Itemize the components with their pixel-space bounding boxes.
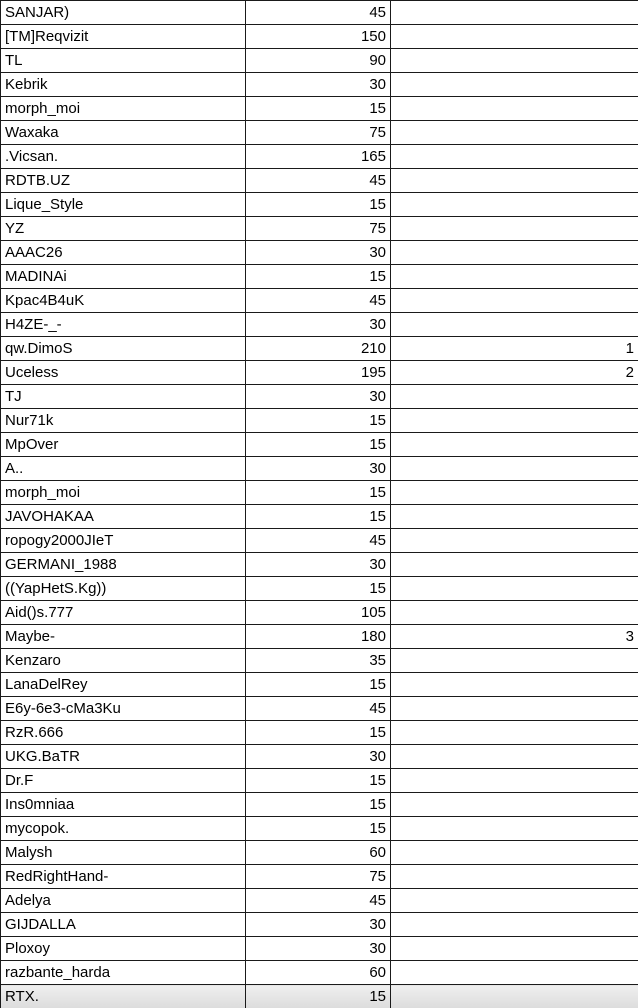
table-row (1, 721, 638, 745)
table-row (1, 265, 638, 289)
value-cell[interactable]: 15 (246, 985, 391, 1008)
table-row (1, 577, 638, 601)
value-cell[interactable]: 30 (246, 457, 391, 481)
extra-cell[interactable] (391, 73, 638, 97)
value-cell[interactable]: 45 (246, 169, 391, 193)
name-cell[interactable]: Waxaka (1, 121, 246, 145)
value-cell[interactable]: 15 (246, 793, 391, 817)
table-row (1, 937, 638, 961)
name-cell[interactable]: TL (1, 49, 246, 73)
value-cell[interactable]: 30 (246, 745, 391, 769)
name-cell[interactable]: Malysh (1, 841, 246, 865)
extra-cell[interactable]: 3 (391, 625, 638, 649)
table-row (1, 553, 638, 577)
table-row (1, 529, 638, 553)
table-row (1, 121, 638, 145)
value-cell[interactable]: 105 (246, 601, 391, 625)
name-cell[interactable]: Kebrik (1, 73, 246, 97)
table-row (1, 985, 638, 1008)
table-row (1, 505, 638, 529)
name-cell[interactable]: Kpac4B4uK (1, 289, 246, 313)
value-cell[interactable]: 30 (246, 313, 391, 337)
table-row (1, 457, 638, 481)
value-cell[interactable]: 15 (246, 409, 391, 433)
name-cell[interactable]: TJ (1, 385, 246, 409)
name-cell[interactable]: JAVOHAKAA (1, 505, 246, 529)
name-cell[interactable]: Ins0mniaa (1, 793, 246, 817)
extra-cell[interactable] (391, 169, 638, 193)
table-row (1, 169, 638, 193)
name-cell[interactable]: morph_moi (1, 481, 246, 505)
table-row (1, 817, 638, 841)
extra-cell[interactable] (391, 97, 638, 121)
extra-cell[interactable] (391, 457, 638, 481)
name-cell[interactable]: morph_moi (1, 97, 246, 121)
name-cell[interactable]: .Vicsan. (1, 145, 246, 169)
table-row (1, 73, 638, 97)
name-cell[interactable]: GIJDALLA (1, 913, 246, 937)
extra-cell[interactable] (391, 289, 638, 313)
table-row (1, 769, 638, 793)
extra-cell[interactable] (391, 841, 638, 865)
table-row (1, 361, 638, 385)
value-cell[interactable]: 15 (246, 97, 391, 121)
extra-cell[interactable] (391, 601, 638, 625)
extra-cell[interactable] (391, 49, 638, 73)
name-cell[interactable]: MpOver (1, 433, 246, 457)
value-cell[interactable]: 30 (246, 913, 391, 937)
extra-cell[interactable] (391, 985, 638, 1008)
name-cell[interactable]: mycopok. (1, 817, 246, 841)
table-row (1, 25, 638, 49)
value-cell[interactable]: 45 (246, 1, 391, 25)
value-cell[interactable]: 15 (246, 673, 391, 697)
value-cell[interactable]: 45 (246, 889, 391, 913)
value-cell[interactable]: 75 (246, 217, 391, 241)
name-cell[interactable]: Lique_Style (1, 193, 246, 217)
extra-cell[interactable]: 1 (391, 337, 638, 361)
table-row (1, 97, 638, 121)
name-cell[interactable]: E6y-6e3-cMa3Ku (1, 697, 246, 721)
name-cell[interactable]: Ploxoy (1, 937, 246, 961)
table-row (1, 49, 638, 73)
extra-cell[interactable] (391, 217, 638, 241)
name-cell[interactable]: UKG.BaTR (1, 745, 246, 769)
value-cell[interactable]: 15 (246, 481, 391, 505)
value-cell[interactable]: 45 (246, 697, 391, 721)
name-cell[interactable]: RedRightHand- (1, 865, 246, 889)
name-cell[interactable]: ((YapHetS.Kg)) (1, 577, 246, 601)
extra-cell[interactable] (391, 553, 638, 577)
value-cell[interactable]: 30 (246, 73, 391, 97)
value-cell[interactable]: 45 (246, 289, 391, 313)
extra-cell[interactable] (391, 577, 638, 601)
extra-cell[interactable] (391, 409, 638, 433)
extra-cell[interactable] (391, 769, 638, 793)
extra-cell[interactable] (391, 481, 638, 505)
table-row (1, 745, 638, 769)
name-cell[interactable]: RzR.666 (1, 721, 246, 745)
extra-cell[interactable] (391, 145, 638, 169)
name-cell[interactable]: Maybe- (1, 625, 246, 649)
table-row (1, 433, 638, 457)
name-cell[interactable]: RDTB.UZ (1, 169, 246, 193)
table-row (1, 337, 638, 361)
table-row (1, 793, 638, 817)
name-cell[interactable]: Kenzaro (1, 649, 246, 673)
table-row (1, 289, 638, 313)
extra-cell[interactable] (391, 793, 638, 817)
value-cell[interactable]: 60 (246, 961, 391, 985)
value-cell[interactable]: 150 (246, 25, 391, 49)
extra-cell[interactable] (391, 1, 638, 25)
score-table-body (1, 1, 638, 1008)
table-row (1, 865, 638, 889)
table-row (1, 145, 638, 169)
value-cell[interactable]: 75 (246, 865, 391, 889)
table-row (1, 1, 638, 25)
table-row (1, 913, 638, 937)
name-cell[interactable]: Nur71k (1, 409, 246, 433)
name-cell[interactable]: Adelya (1, 889, 246, 913)
extra-cell[interactable] (391, 913, 638, 937)
table-row (1, 193, 638, 217)
value-cell[interactable]: 180 (246, 625, 391, 649)
value-cell[interactable]: 210 (246, 337, 391, 361)
table-row (1, 673, 638, 697)
table-row (1, 217, 638, 241)
extra-cell[interactable] (391, 265, 638, 289)
extra-cell[interactable] (391, 937, 638, 961)
extra-cell[interactable] (391, 433, 638, 457)
name-cell[interactable]: Dr.F (1, 769, 246, 793)
value-cell[interactable]: 15 (246, 193, 391, 217)
name-cell[interactable]: [TM]Reqvizit (1, 25, 246, 49)
table-row (1, 313, 638, 337)
value-cell[interactable]: 15 (246, 577, 391, 601)
extra-cell[interactable] (391, 673, 638, 697)
extra-cell[interactable] (391, 697, 638, 721)
value-cell[interactable]: 30 (246, 385, 391, 409)
value-cell[interactable]: 15 (246, 721, 391, 745)
name-cell[interactable]: qw.DimoS (1, 337, 246, 361)
value-cell[interactable]: 45 (246, 529, 391, 553)
table-row (1, 697, 638, 721)
value-cell[interactable]: 15 (246, 817, 391, 841)
table-row (1, 625, 638, 649)
value-cell[interactable]: 30 (246, 553, 391, 577)
name-cell[interactable]: LanaDelRey (1, 673, 246, 697)
value-cell[interactable]: 15 (246, 769, 391, 793)
extra-cell[interactable] (391, 529, 638, 553)
extra-cell[interactable] (391, 313, 638, 337)
name-cell[interactable]: SANJAR) (1, 1, 246, 25)
value-cell[interactable]: 75 (246, 121, 391, 145)
name-cell[interactable]: MADINAi (1, 265, 246, 289)
name-cell[interactable]: H4ZE-_- (1, 313, 246, 337)
name-cell[interactable]: YZ (1, 217, 246, 241)
extra-cell[interactable] (391, 241, 638, 265)
value-cell[interactable]: 15 (246, 505, 391, 529)
name-cell[interactable]: Aid()s.777 (1, 601, 246, 625)
table-row (1, 385, 638, 409)
extra-cell[interactable] (391, 721, 638, 745)
name-cell[interactable]: A.. (1, 457, 246, 481)
extra-cell[interactable] (391, 193, 638, 217)
extra-cell[interactable] (391, 649, 638, 673)
table-row (1, 601, 638, 625)
extra-cell[interactable] (391, 961, 638, 985)
value-cell[interactable]: 15 (246, 433, 391, 457)
extra-cell[interactable] (391, 121, 638, 145)
table-row (1, 961, 638, 985)
extra-cell[interactable] (391, 865, 638, 889)
value-cell[interactable]: 30 (246, 241, 391, 265)
extra-cell[interactable] (391, 817, 638, 841)
value-cell[interactable]: 195 (246, 361, 391, 385)
value-cell[interactable]: 30 (246, 937, 391, 961)
name-cell[interactable]: razbante_harda (1, 961, 246, 985)
table-row (1, 841, 638, 865)
extra-cell[interactable] (391, 505, 638, 529)
value-cell[interactable]: 15 (246, 265, 391, 289)
value-cell[interactable]: 90 (246, 49, 391, 73)
extra-cell[interactable]: 2 (391, 361, 638, 385)
extra-cell[interactable] (391, 745, 638, 769)
name-cell[interactable]: AAAC26 (1, 241, 246, 265)
value-cell[interactable]: 60 (246, 841, 391, 865)
table-row (1, 409, 638, 433)
table-row (1, 889, 638, 913)
extra-cell[interactable] (391, 25, 638, 49)
name-cell[interactable]: Uceless (1, 361, 246, 385)
table-row (1, 481, 638, 505)
name-cell[interactable]: RTX. (1, 985, 246, 1008)
name-cell[interactable]: ropogy2000JIeT (1, 529, 246, 553)
extra-cell[interactable] (391, 385, 638, 409)
table-row (1, 241, 638, 265)
extra-cell[interactable] (391, 889, 638, 913)
value-cell[interactable]: 35 (246, 649, 391, 673)
value-cell[interactable]: 165 (246, 145, 391, 169)
name-cell[interactable]: GERMANI_1988 (1, 553, 246, 577)
table-row (1, 649, 638, 673)
